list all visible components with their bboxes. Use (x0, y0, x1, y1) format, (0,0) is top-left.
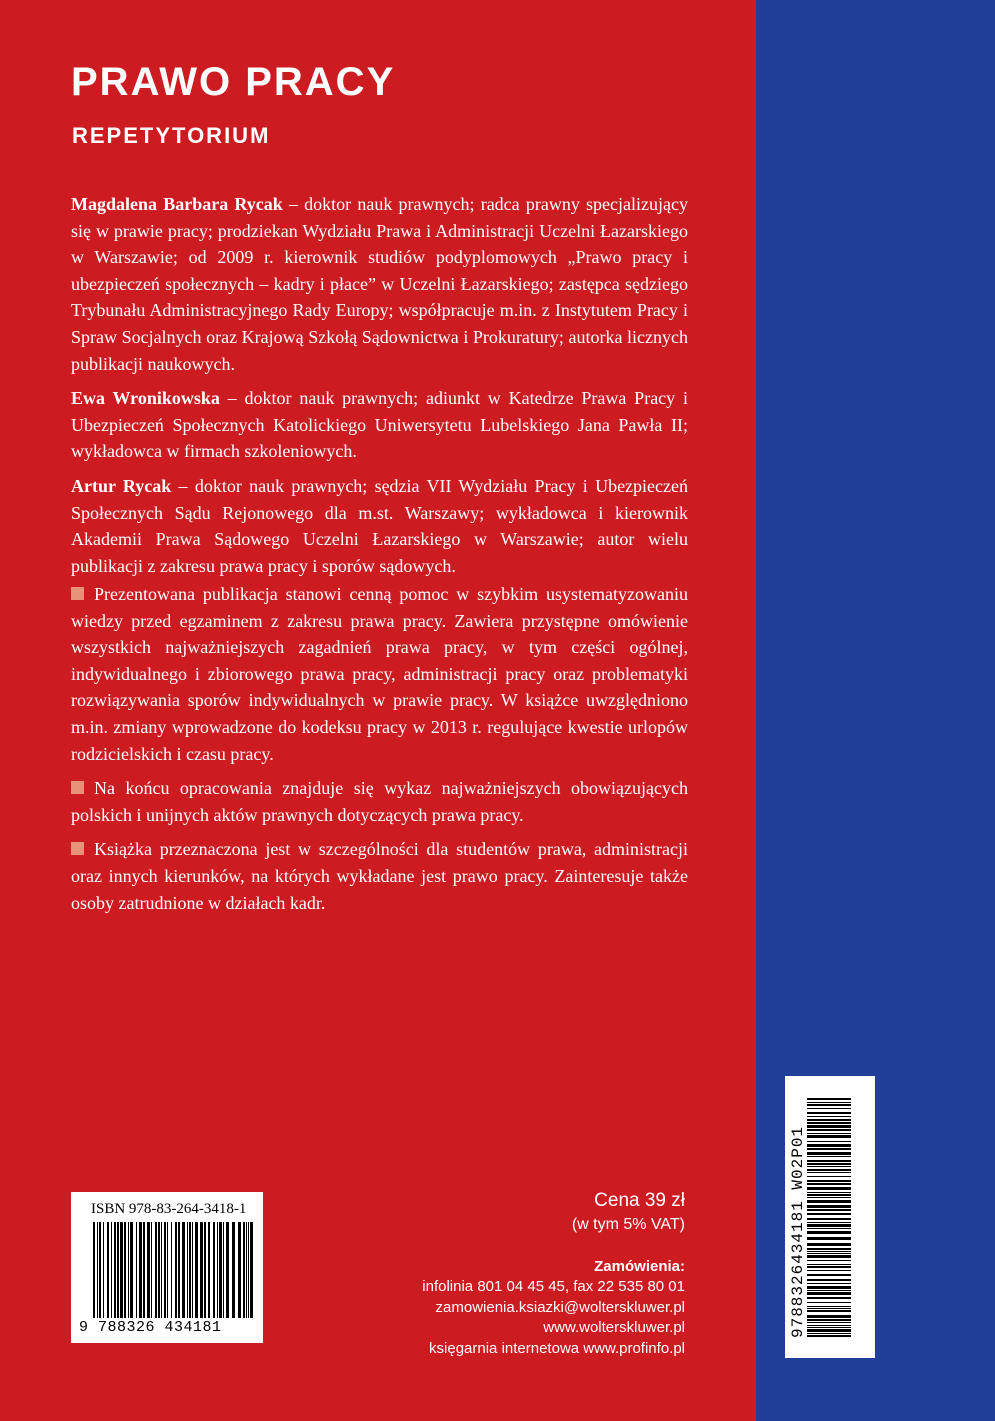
author-bio: – doktor nauk prawnych; adiunkt w Katedrze Prawa Pracy i Ubezpieczeń Społecznych Katolickiego Uniwersytetu Lubelskiego Jana Pawła II; wykładowca w firmach szkoleniowych. (71, 388, 688, 462)
orders-phone: infolinia 801 04 45 45, fax 22 535 80 01 (422, 1278, 685, 1295)
vertical-barcode-code: 9788326434181 W02P01 (789, 1125, 807, 1338)
authors-section (71, 191, 688, 587)
isbn-digits: 9 788326 434181 (79, 1319, 222, 1336)
vertical-barcode-box (785, 1076, 875, 1358)
isbn-label: ISBN 978-83-264-3418-1 (91, 1201, 247, 1217)
author-entry (71, 385, 688, 465)
isbn-barcode-box (71, 1192, 263, 1343)
author-entry (71, 191, 688, 377)
price-vat: (w tym 5% VAT) (571, 1216, 685, 1233)
author-name: Magdalena Barbara Rycak (71, 194, 283, 214)
author-name: Artur Rycak (71, 475, 172, 496)
square-bullet-icon (71, 781, 84, 794)
author-bio: – doktor nauk prawnych; radca prawny specjalizujący się w prawie pracy; prodziekan Wydziału Prawa i Administracji Uczelni Łazarskiego w Warszawie; od 2009 r. kierownik studiów podyplomowych „Prawo pracy i ubezpieczeń społecznych – kadry i płace” w Uczelni Łazarskiego; zastępca sędziego Trybunału Administracyjnego Rady Europy; współpracuje m.in. z Instytutem Pracy i Spraw Socjalnych oraz Krajową Szkołą Sądownictwa i Prokuratury; autorka licznych publikacji naukowych. (71, 194, 688, 374)
author-name: Ewa Wronikowska (71, 388, 220, 409)
orders-email: zamowienia.ksiazki@wolterskluwer.pl (435, 1298, 685, 1316)
description-paragraph: Książka przeznaczona jest w szczególności dla studentów prawa, administracji oraz innych kierunków, na których wykładane jest prawo pracy. Zainteresuje także osoby zatrudnione w działach kadr. (71, 839, 688, 913)
square-bullet-icon (71, 842, 84, 855)
book-title: PRAWO PRACY (71, 60, 396, 104)
orders-bookstore: księgarnia internetowa www.profinfo.pl (429, 1339, 685, 1357)
price-and-orders (422, 1188, 685, 1359)
vertical-barcode-icon (807, 1098, 851, 1338)
author-bio: – doktor nauk prawnych; sędzia VII Wydziału Pracy i Ubezpieczeń Społecznych Sądu Rejonowego dla m.st. Warszawy; wykładowca i kierownik Akademii Prawa Sądowego Uczelni Łazarskiego w Warszawie; autor wielu publikacji z zakresu prawa pracy i sporów sądowych. (71, 475, 689, 576)
orders-heading: Zamówienia: (594, 1258, 685, 1275)
description-paragraph: Na końcu opracowania znajduje się wykaz najważniejszych obowiązujących polskich i unijnych aktów prawnych dotyczących prawa pracy. (71, 778, 688, 825)
description-paragraph: Prezentowana publikacja stanowi cenną pomoc w szybkim usystematyzowaniu wiedzy przed egzaminem z zakresu prawa pracy. Zawiera przystępne omówienie wszystkich najważniejszych zagadnień prawa pracy, w tym części ogólnej, indywidualnego i zbiorowego prawa pracy, administracji pracy oraz problematyki rozwiązywania sporów indywidualnych w prawie pracy. W książce uwzględniono m.in. zmiany wprowadzone do kodeksu pracy w 2013 r. regulujące kwestie urlopów rodzicielskich i czasu pracy. (71, 584, 688, 764)
square-bullet-icon (71, 587, 84, 600)
author-entry (71, 473, 688, 579)
orders-website: www.wolterskluwer.pl (543, 1319, 685, 1336)
price-amount: Cena 39 zł (594, 1190, 685, 1211)
barcode-icon (93, 1222, 255, 1318)
book-subtitle: REPETYTORIUM (72, 123, 271, 148)
description-section (71, 581, 688, 924)
